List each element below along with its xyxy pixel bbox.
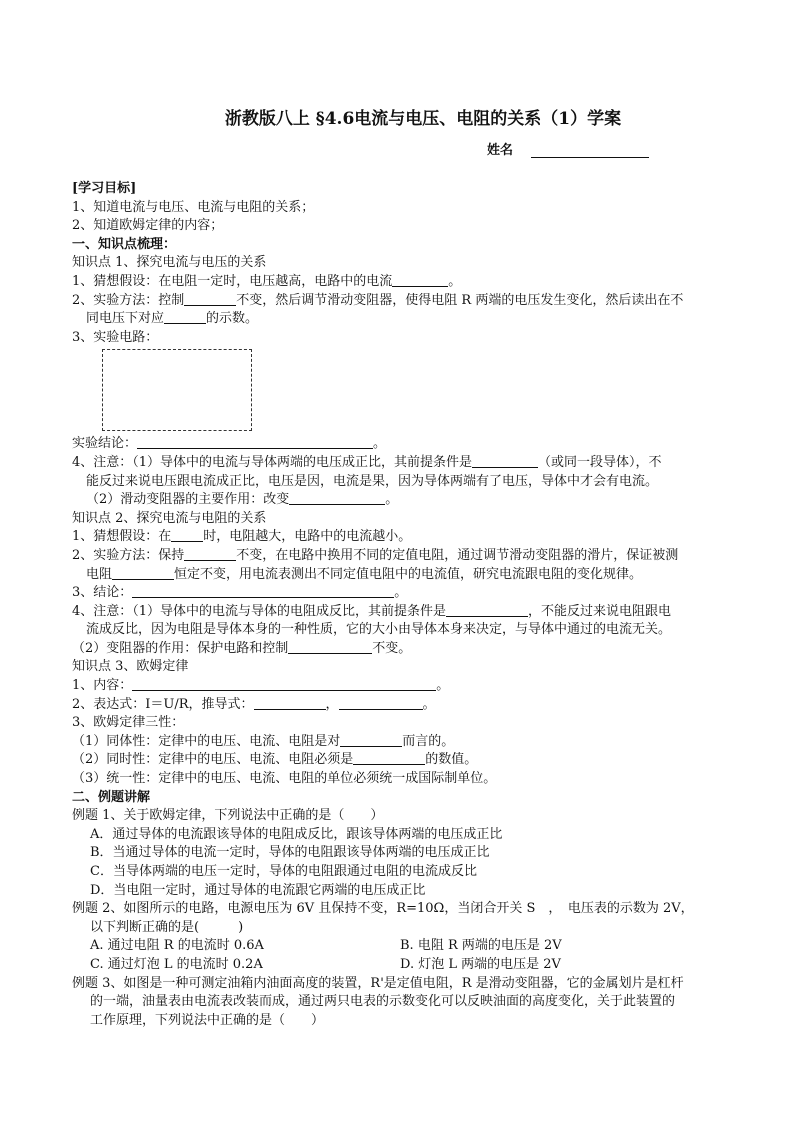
- kp1-line1: [72, 273, 724, 292]
- text: 的示数。: [206, 311, 259, 327]
- answer-blank[interactable]: [289, 491, 385, 505]
- answer-blank[interactable]: [164, 310, 206, 324]
- text: 不变，然后调节滑动变阻器，使得电阻 R 两端的电压发生变化，然后读出在不: [236, 292, 684, 308]
- kp2-line4-2: [72, 640, 724, 659]
- kp1-line4-cont: 能反过来说电压跟电流成正比，电压是因，电流是果，因为导体两端有了电压，导体中才会有电流。: [86, 473, 659, 489]
- ex2-option-a[interactable]: A. 通过电阻 R 的电流时 0.6A: [90, 938, 264, 954]
- kp2-line3: [72, 584, 724, 603]
- text: 不变，在电路中换用不同的定值电阻，通过调节滑动变阻器的滑片，保证被测: [236, 547, 679, 563]
- kp3-line3: 3、欧姆定律三性：: [72, 715, 185, 731]
- text: 同电压下对应: [86, 311, 165, 327]
- kp2-line4: [72, 603, 724, 622]
- kp3-prop1: [72, 733, 724, 752]
- answer-blank[interactable]: [446, 603, 528, 617]
- answer-blank[interactable]: [184, 292, 236, 306]
- text: 恒定不变，用电流表测出不同定值电阻中的电流值，研究电流跟电阻的变化规律。: [174, 566, 643, 582]
- kp1-line2-cont: [72, 310, 724, 329]
- ex2-option-d[interactable]: D. 灯泡 L 两端的电压是 2V: [400, 956, 561, 972]
- text: （2）同时性：定律中的电压、电流、电阻必须是: [72, 752, 354, 768]
- kp2-line1: [72, 528, 724, 547]
- text: （2）滑动变阻器的主要作用：改变: [86, 492, 290, 508]
- text: 不变。: [372, 640, 412, 656]
- text: （或同一段导体），不: [538, 454, 662, 470]
- text: 。: [436, 678, 450, 694]
- section-header: 二、例题讲解: [72, 789, 151, 805]
- name-field: [487, 139, 649, 158]
- answer-blank[interactable]: [392, 273, 448, 287]
- kp3-prop2: [72, 751, 724, 770]
- kp2-line4-cont: 流成反比，因为电阻是导体本身的一种性质，它的大小由导体本身来决定，与导体中通过的电流无关。: [86, 622, 672, 638]
- ex2-options-row: [72, 956, 724, 975]
- ex2-option-b[interactable]: B. 电阻 R 两端的电压是 2V: [400, 938, 562, 954]
- answer-blank[interactable]: [339, 696, 423, 710]
- ex3-question-cont: 的一端，油量表由电流表改装而成，通过两只电表的示数变化可以反映油面的高度变化，关于此装置的: [90, 994, 676, 1010]
- kp1-line4-2: [72, 491, 724, 510]
- text: 。: [385, 492, 399, 508]
- text: ，: [325, 696, 339, 712]
- ex1-option[interactable]: A．通过导体的电流跟该导体的电阻成反比，跟该导体两端的电压成正比: [90, 826, 503, 842]
- ex2-question: 例题 2、如图所示的电路，电源电压为 6V 且保持不变，R=10Ω，当闭合开关 S ， 电压表的示数为 2V，: [72, 901, 694, 917]
- ex1-option[interactable]: D．当电阻一定时，通过导体的电流跟它两端的电压成正比: [90, 882, 426, 898]
- ex3-question-cont: 工作原理，下列说法中正确的是（ ）: [90, 1012, 325, 1028]
- text: （2）变阻器的作用：保护电路和控制: [72, 640, 289, 656]
- section-header: 一、知识点梳理：: [72, 236, 177, 252]
- answer-blank[interactable]: [340, 733, 402, 747]
- text: 的数值。: [425, 752, 478, 768]
- text: ，不能反过来说电阻跟电: [528, 603, 672, 619]
- text: 2、表达式：I＝U/R，推导式：: [72, 696, 254, 712]
- answer-blank[interactable]: [254, 696, 326, 710]
- text: 2、实验方法：控制: [72, 292, 185, 308]
- answer-blank[interactable]: [137, 435, 373, 449]
- text: 。: [422, 696, 436, 712]
- goal-item: 1、知道电流与电压、电流与电阻的关系；: [72, 199, 315, 215]
- text: （1）同体性：定律中的电压、电流、电阻是对: [72, 733, 341, 749]
- goals-header: [学习目标]: [72, 181, 137, 196]
- ex2-question-cont: 以下判断正确的是( ): [90, 919, 244, 935]
- page-title: 浙教版八上 §4.6电流与电压、电阻的关系（1）学案: [224, 109, 622, 129]
- answer-blank[interactable]: [132, 584, 394, 598]
- worksheet-body: [72, 180, 724, 1030]
- kp1-title: 知识点 1、探究电流与电压的关系: [72, 255, 267, 271]
- answer-blank[interactable]: [472, 454, 538, 468]
- answer-blank[interactable]: [171, 528, 203, 542]
- text: 3、结论：: [72, 585, 133, 601]
- text: 1、内容：: [72, 678, 133, 694]
- circuit-drawing-area[interactable]: [102, 349, 252, 431]
- text: 。: [448, 273, 462, 289]
- text: 4、注意：（1）导体中的电流与导体两端的电压成正比，其前提条件是: [72, 454, 473, 470]
- answer-blank[interactable]: [184, 547, 236, 561]
- text: 4、注意：（1）导体中的电流与导体的电阻成反比，其前提条件是: [72, 603, 447, 619]
- answer-blank[interactable]: [112, 566, 174, 580]
- kp3-line2: [72, 696, 724, 715]
- answer-blank[interactable]: [132, 677, 436, 691]
- name-blank[interactable]: [531, 143, 649, 158]
- text: 1、猜想假设：在: [72, 529, 172, 545]
- ex2-options-row: [72, 937, 724, 956]
- kp2-line2: [72, 547, 724, 566]
- kp3-line1: [72, 677, 724, 696]
- kp3-title: 知识点 3、欧姆定律: [72, 659, 189, 675]
- text: 而言的。: [402, 733, 455, 749]
- kp1-conclusion: [72, 435, 724, 454]
- text: 1、猜想假设：在电阻一定时，电压越高，电路中的电流: [72, 273, 393, 289]
- answer-blank[interactable]: [353, 751, 425, 765]
- ex2-option-c[interactable]: C. 通过灯泡 L 的电流时 0.2A: [90, 956, 263, 972]
- kp2-line2-cont: [72, 566, 724, 585]
- ex1-question: 例题 1、关于欧姆定律，下列说法中正确的是（ ）: [72, 808, 384, 824]
- name-label: 姓名: [487, 143, 514, 158]
- ex1-option[interactable]: B．当通过导体的电流一定时，导体的电阻跟该导体两端的电压成正比: [90, 845, 490, 861]
- kp1-line4: [72, 454, 724, 473]
- text: 。: [373, 436, 387, 452]
- kp1-line3: 3、实验电路：: [72, 329, 159, 345]
- text: 电阻: [86, 566, 113, 582]
- text: 2、实验方法：保持: [72, 547, 185, 563]
- kp3-prop3: （3）统一性：定律中的电压、电流、电阻的单位必须统一成国际制单位。: [72, 771, 497, 787]
- text: 实验结论：: [72, 436, 138, 452]
- answer-blank[interactable]: [288, 640, 372, 654]
- text: 。: [394, 585, 408, 601]
- text: 时，电阻越大，电路中的电流越小。: [203, 529, 412, 545]
- kp1-line2: [72, 292, 724, 311]
- ex1-option[interactable]: C．当导体两端的电压一定时，导体的电阻跟通过电阻的电流成反比: [90, 864, 477, 879]
- goal-item: 2、知道欧姆定律的内容；: [72, 218, 224, 234]
- kp2-title: 知识点 2、探究电流与电阻的关系: [72, 510, 267, 526]
- ex3-question: 例题 3、如图是一种可测定油箱内油面高度的装置，R'是定值电阻，R 是滑动变阻器，它的金属划片是杠杆: [72, 975, 684, 991]
